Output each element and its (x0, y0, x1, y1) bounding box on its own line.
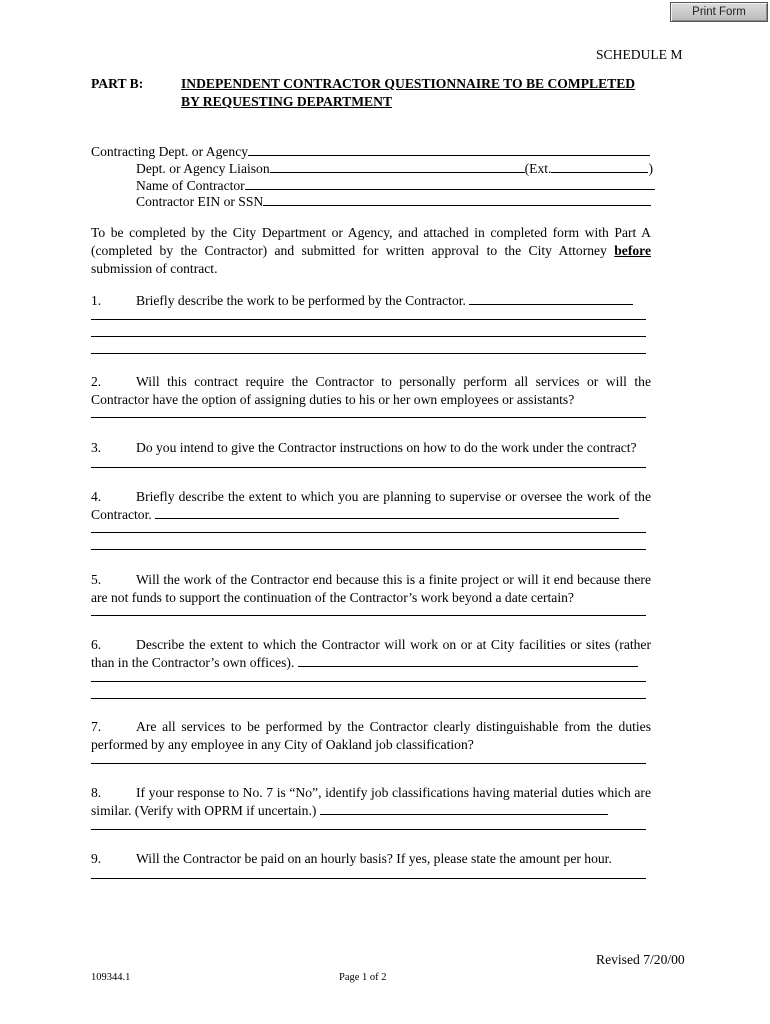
answer-7-line[interactable] (91, 763, 646, 764)
liaison-line[interactable] (270, 160, 525, 173)
question-2: 2. Will this contract require the Contractor to personally perform all services or will the Contractor have the option of assigning duties to his or her own employees or assistants? (91, 374, 651, 407)
contractor-name-line[interactable] (245, 177, 655, 190)
answer-1-line[interactable] (91, 336, 646, 337)
title-line-1: INDEPENDENT CONTRACTOR QUESTIONNAIRE TO BE COMPLETED (181, 76, 636, 91)
question-5: 5. Will the work of the Contractor end because this is a finite project or will it end because there are not funds to support the continuation of the Contractor’s work beyond a date certain? (91, 572, 651, 605)
document-id: 109344.1 (91, 972, 131, 983)
ext-label: (Ext. (524, 161, 552, 176)
intro-paragraph: To be completed by the City Department or Agency, and attached in completed form with Part A (completed by the Contractor) and submitted for written approval to the City Attorney before submission of contract. (91, 225, 651, 276)
answer-2-line[interactable] (91, 417, 646, 418)
liaison-label: Dept. or Agency Liaison (136, 161, 270, 176)
answer-6-line[interactable] (91, 681, 646, 682)
question-4: 4. Briefly describe the extent to which you are planning to supervise or oversee the work of the Contractor. (91, 489, 651, 522)
schedule-label: SCHEDULE M (596, 47, 683, 62)
answer-8-inline-line[interactable] (320, 802, 608, 815)
ein-field[interactable] (136, 193, 651, 209)
question-3: 3. Do you intend to give the Contractor instructions on how to do the work under the contract? (91, 440, 637, 455)
intro-emphasis: before (614, 243, 651, 258)
question-6: 6. Describe the extent to which the Contractor will work on or at City facilities or sites (rather than in the Contractor’s own offices). (91, 637, 651, 670)
revised-date: Revised 7/20/00 (596, 952, 685, 967)
answer-8-line[interactable] (91, 829, 646, 830)
answer-9-line[interactable] (91, 878, 646, 879)
answer-6-inline-line[interactable] (298, 654, 638, 667)
contracting-dept-field[interactable] (91, 143, 650, 159)
answer-5-line[interactable] (91, 615, 646, 616)
question-8: 8. If your response to No. 7 is “No”, identify job classifications having material duties which are similar. (Verify with OPRM if uncertain.) (91, 785, 651, 818)
contractor-name-label: Name of Contractor (136, 178, 245, 193)
question-7: 7. Are all services to be performed by the Contractor clearly distinguishable from the duties performed by any employee in any City of Oakland job classification? (91, 719, 651, 752)
liaison-field[interactable]: Dept. or Agency Liaison (Ext. ) (136, 161, 653, 176)
answer-4-line[interactable] (91, 532, 646, 533)
contracting-dept-line[interactable] (248, 143, 650, 156)
title-line-2: BY REQUESTING DEPARTMENT (181, 94, 393, 109)
answer-3-line[interactable] (91, 467, 646, 468)
answer-4-inline-line[interactable] (155, 506, 619, 519)
part-label: PART B: (91, 76, 144, 91)
page-number: Page 1 of 2 (339, 972, 387, 983)
answer-4-line[interactable] (91, 549, 646, 550)
ein-line[interactable] (263, 193, 651, 206)
question-9: 9. Will the Contractor be paid on an hourly basis? If yes, please state the amount per hour. (91, 851, 612, 866)
print-form-button[interactable]: Print Form (670, 2, 768, 22)
answer-6-line[interactable] (91, 698, 646, 699)
answer-1-line[interactable] (91, 319, 646, 320)
contracting-dept-label: Contracting Dept. or Agency (91, 144, 249, 159)
contractor-name-field[interactable] (136, 177, 655, 193)
answer-1-line[interactable] (91, 353, 646, 354)
ein-label: Contractor EIN or SSN (136, 194, 264, 209)
answer-1-inline-line[interactable] (469, 292, 633, 305)
question-1: 1. Briefly describe the work to be performed by the Contractor. (91, 292, 651, 310)
ext-line[interactable] (551, 160, 648, 173)
